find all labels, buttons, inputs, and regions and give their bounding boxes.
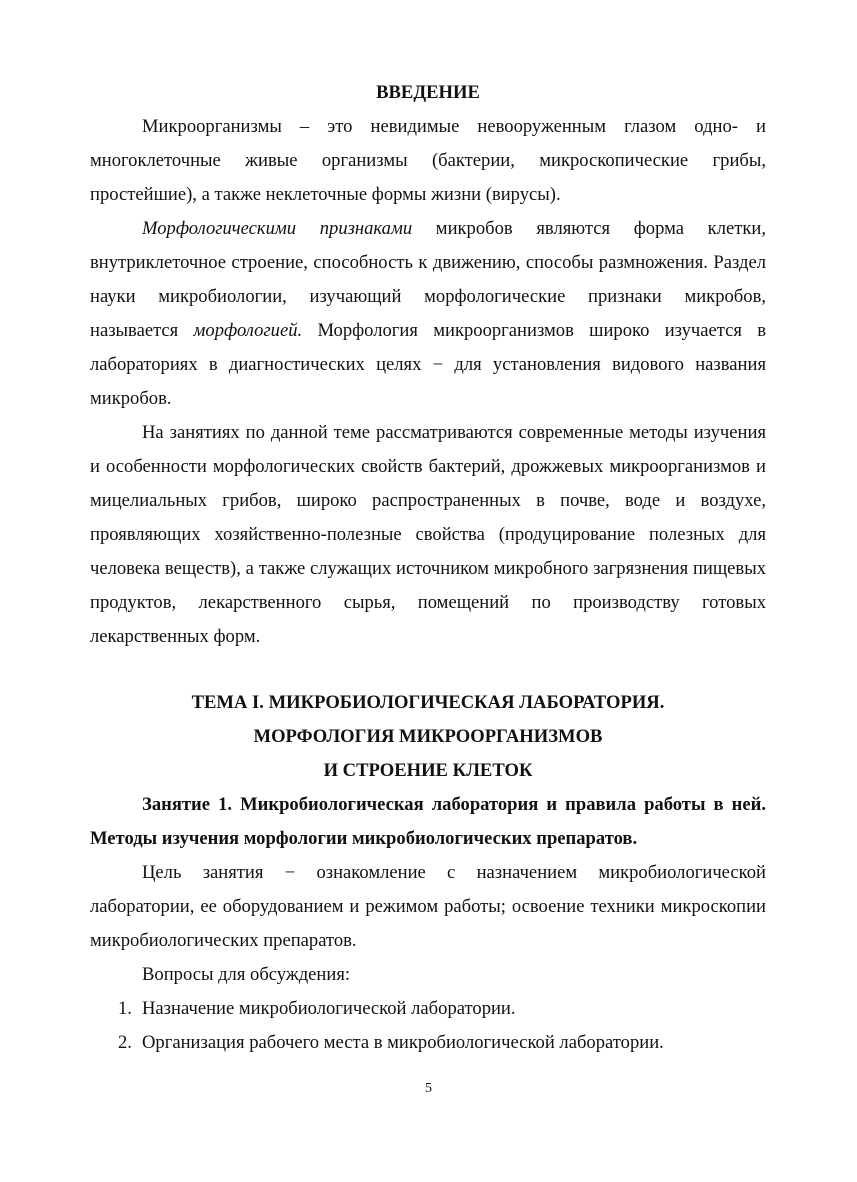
questions-list	[90, 992, 766, 1060]
question-number: 2.	[118, 1032, 132, 1053]
intro-paragraph-1: Микроорганизмы – это невидимые невооруженным глазом одно- и многоклеточные живые организмы (бактерии, микроскопические грибы, простейшие), а также неклеточные формы жизни (вирусы).	[90, 116, 766, 205]
lesson-goal: Цель занятия − ознакомление с назначением микробиологической лаборатории, ее оборудованием и режимом работы; освоение техники микроскопии микробиологических препаратов.	[90, 862, 766, 951]
question-number: 1.	[118, 998, 132, 1019]
page-number: 5	[425, 1081, 432, 1096]
intro-paragraph-2-text-1: микробов являются форма клетки, внутриклеточное строение, способность к движению, способы размножения. Раздел науки микробиологии, изучающий морфологические признаки микробов, называется	[90, 218, 766, 341]
lesson-title: Занятие 1. Микробиологическая лаборатория и правила работы в ней. Методы изучения морфологии микробиологических препаратов.	[90, 794, 766, 849]
intro-paragraph-2-text-2: Морфология микроорганизмов широко изучается в лабораториях в диагностических целях − для установления видового названия микробов.	[90, 320, 766, 409]
document-page	[90, 76, 766, 1060]
question-item	[90, 992, 766, 1026]
question-text: Назначение микробиологической лаборатории.	[142, 998, 516, 1019]
questions-label: Вопросы для обсуждения:	[142, 964, 351, 985]
question-item	[90, 1026, 766, 1060]
intro-paragraph-2	[90, 212, 766, 416]
topic-heading	[90, 686, 766, 788]
topic-heading-line-3: И СТРОЕНИЕ КЛЕТОК	[323, 760, 533, 781]
term-morphology: морфологией.	[193, 320, 303, 341]
question-text: Организация рабочего места в микробиологической лаборатории.	[142, 1032, 664, 1053]
topic-heading-line-2: МОРФОЛОГИЯ МИКРООРГАНИЗМОВ	[253, 726, 603, 747]
intro-paragraph-3: На занятиях по данной теме рассматриваются современные методы изучения и особенности морфологических свойств бактерий, дрожжевых микроорганизмов и мицелиальных грибов, широко распространенных в почве, воде и воздухе, проявляющих хозяйственно-полезные свойства (продуцирование полезных для человека веществ), а также служащих источником микробного загрязнения пищевых продуктов, лекарственного сырья, помещений по производству готовых лекарственных форм.	[90, 422, 766, 647]
intro-heading: ВВЕДЕНИЕ	[376, 82, 480, 103]
term-morphological-features: Морфологическими признаками	[142, 218, 413, 239]
topic-heading-line-1: ТЕМА I. МИКРОБИОЛОГИЧЕСКАЯ ЛАБОРАТОРИЯ.	[191, 692, 665, 713]
